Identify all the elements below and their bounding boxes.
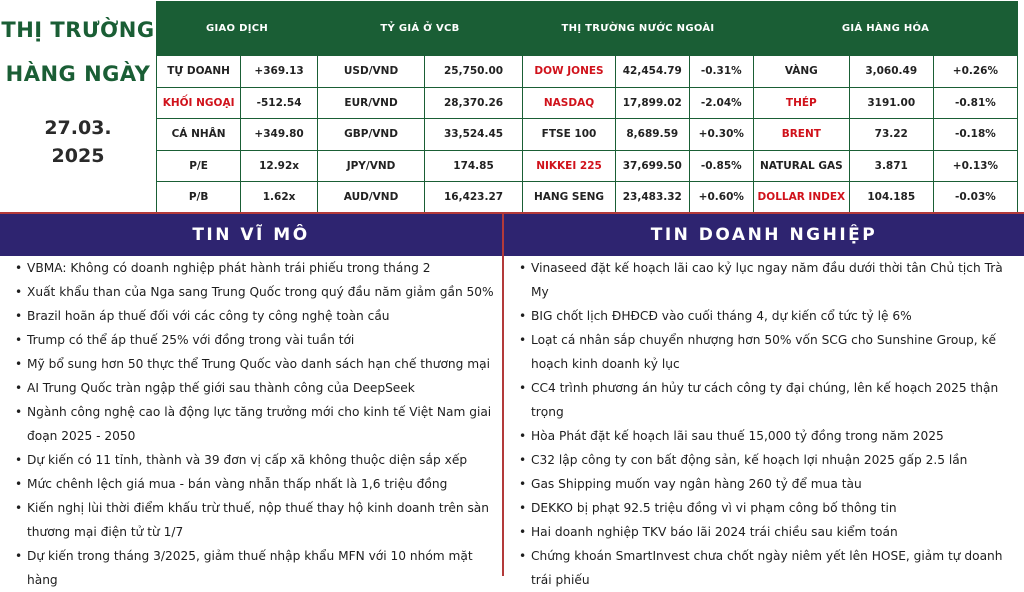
table-row: [523, 150, 753, 182]
row-value: +369.13: [240, 56, 317, 87]
row-value: 1.62x: [240, 182, 317, 213]
index-value: 17,899.02: [615, 88, 689, 119]
table-row: [318, 55, 522, 87]
commodity-price: 3191.00: [849, 88, 933, 119]
news-item: • Hai doanh nghiệp TKV báo lãi 2024 trái chiều sau kiểm toán: [516, 520, 1018, 544]
news-item: • DEKKO bị phạt 92.5 triệu đồng vì vi phạm công bố thông tin: [516, 496, 1018, 520]
commodity-change: -0.18%: [933, 119, 1017, 150]
commodity-price: 3.871: [849, 151, 933, 182]
currency-pair: JPY/VND: [346, 159, 396, 172]
table-row: [157, 55, 317, 87]
news-item: • Hòa Phát đặt kế hoạch lãi sau thuế 15,000 tỷ đồng trong năm 2025: [516, 424, 1018, 448]
panel-header: THỊ TRƯỜNG NƯỚC NGOÀI: [523, 2, 753, 55]
news-item: • Trump có thể áp thuế 25% với đồng trong vài tuần tới: [12, 328, 500, 352]
commodity-price: 104.185: [849, 182, 933, 213]
column-divider: [502, 212, 504, 576]
currency-pair: USD/VND: [343, 65, 399, 78]
index-name: FTSE 100: [541, 128, 597, 141]
index-name: HANG SENG: [533, 191, 605, 204]
currency-pair: AUD/VND: [343, 191, 399, 204]
exchange-rate: 25,750.00: [424, 56, 522, 87]
index-change: -0.31%: [689, 56, 753, 87]
panel-ty-gia: [317, 1, 523, 214]
table-row: [157, 181, 317, 213]
news-item: • VBMA: Không có doanh nghiệp phát hành trái phiếu trong tháng 2: [12, 256, 500, 280]
row-value: -512.54: [240, 88, 317, 119]
table-row: [523, 118, 753, 150]
index-value: 42,454.79: [615, 56, 689, 87]
table-row: [523, 181, 753, 213]
news-item: • Mức chênh lệch giá mua - bán vàng nhẫn thấp nhất là 1,6 triệu đồng: [12, 472, 500, 496]
table-row: [754, 181, 1017, 213]
table-row: [318, 87, 522, 119]
news-item: • Gas Shipping muốn vay ngân hàng 260 tỷ để mua tàu: [516, 472, 1018, 496]
commodity-name: THÉP: [785, 96, 817, 109]
panel-header: GIÁ HÀNG HÓA: [754, 2, 1017, 55]
news-item: • C32 lập công ty con bất động sản, kế hoạch lợi nhuận 2025 gấp 2.5 lần: [516, 448, 1018, 472]
table-row: [318, 181, 522, 213]
commodity-change: +0.26%: [933, 56, 1017, 87]
news-item: • Loạt cá nhân sắp chuyển nhượng hơn 50% vốn SCG cho Sunshine Group, kế hoạch kinh doanh kỷ lục: [516, 328, 1018, 376]
news-item: • AI Trung Quốc tràn ngập thế giới sau thành công của DeepSeek: [12, 376, 500, 400]
news-item: • Brazil hoãn áp thuế đối với các công ty công nghệ toàn cầu: [12, 304, 500, 328]
table-row: [157, 118, 317, 150]
index-value: 23,483.32: [615, 182, 689, 213]
index-name: NASDAQ: [543, 96, 595, 109]
title-block: [0, 0, 156, 212]
table-row: [523, 87, 753, 119]
table-row: [754, 55, 1017, 87]
index-change: -2.04%: [689, 88, 753, 119]
section-title: TIN DOANH NGHIỆP: [650, 225, 878, 245]
title-line1: THỊ TRƯỜNG: [1, 18, 155, 42]
commodity-price: 73.22: [849, 119, 933, 150]
index-value: 8,689.59: [615, 119, 689, 150]
news-item: • Ngành công nghệ cao là động lực tăng trưởng mới cho kinh tế Việt Nam giai đoạn 2025 - 2050: [12, 400, 500, 448]
table-row: [523, 55, 753, 87]
panel-header: TỶ GIÁ Ở VCB: [318, 2, 522, 55]
row-label: KHỐI NGOẠI: [162, 96, 235, 109]
panel-nuoc-ngoai: [522, 1, 754, 214]
news-item: • Dự kiến có 11 tỉnh, thành và 39 đơn vị cấp xã không thuộc diện sắp xếp: [12, 448, 500, 472]
exchange-rate: 16,423.27: [424, 182, 522, 213]
table-row: [754, 150, 1017, 182]
table-row: [318, 150, 522, 182]
exchange-rate: 174.85: [424, 151, 522, 182]
commodity-price: 3,060.49: [849, 56, 933, 87]
section-vi-mo-header: [0, 212, 502, 256]
section-title: TIN VĨ MÔ: [192, 225, 310, 245]
currency-pair: EUR/VND: [344, 96, 398, 109]
currency-pair: GBP/VND: [344, 128, 398, 141]
news-item: • Chứng khoán SmartInvest chưa chốt ngày niêm yết lên HOSE, giảm tự doanh trái phiếu: [516, 544, 1018, 592]
commodity-name: BRENT: [781, 128, 821, 141]
title-line2: HÀNG NGÀY: [5, 62, 151, 86]
section-doanh-nghiep-header: [504, 212, 1024, 256]
panel-header: GIAO DỊCH: [157, 2, 317, 55]
vi-mo-list: [12, 256, 500, 592]
table-row: [318, 118, 522, 150]
panel-hang-hoa: [753, 1, 1018, 214]
row-label: TỰ DOANH: [167, 65, 230, 78]
report-date: 27.03. 2025: [44, 117, 112, 167]
index-value: 37,699.50: [615, 151, 689, 182]
commodity-change: +0.13%: [933, 151, 1017, 182]
row-value: +349.80: [240, 119, 317, 150]
commodity-name: NATURAL GAS: [760, 159, 843, 172]
index-change: -0.85%: [689, 151, 753, 182]
table-row: [157, 150, 317, 182]
row-label: P/B: [188, 191, 209, 204]
commodity-change: -0.81%: [933, 88, 1017, 119]
news-item: • CC4 trình phương án hủy tư cách công ty đại chúng, lên kế hoạch 2025 thận trọng: [516, 376, 1018, 424]
commodity-name: VÀNG: [784, 65, 818, 78]
news-item: • BIG chốt lịch ĐHĐCĐ vào cuối tháng 4, dự kiến cổ tức tỷ lệ 6%: [516, 304, 1018, 328]
news-item: • Vinaseed đặt kế hoạch lãi cao kỷ lục ngay năm đầu dưới thời tân Chủ tịch Trà My: [516, 256, 1018, 304]
row-label: P/E: [189, 159, 208, 172]
table-row: [754, 87, 1017, 119]
exchange-rate: 28,370.26: [424, 88, 522, 119]
table-row: [754, 118, 1017, 150]
index-name: DOW JONES: [534, 65, 604, 78]
table-row: [157, 87, 317, 119]
index-change: +0.60%: [689, 182, 753, 213]
news-item: • Mỹ bổ sung hơn 50 thực thể Trung Quốc vào danh sách hạn chế thương mại: [12, 352, 500, 376]
news-item: • Kiến nghị lùi thời điểm khấu trừ thuế, nộp thuế thay hộ kinh doanh trên sàn thương mại điện tử từ 1/7: [12, 496, 500, 544]
commodity-change: -0.03%: [933, 182, 1017, 213]
news-item: • Xuất khẩu than của Nga sang Trung Quốc trong quý đầu năm giảm gần 50%: [12, 280, 500, 304]
row-label: CÁ NHÂN: [171, 128, 226, 141]
commodity-name: DOLLAR INDEX: [757, 191, 846, 204]
index-name: NIKKEI 225: [536, 159, 602, 172]
exchange-rate: 33,524.45: [424, 119, 522, 150]
index-change: +0.30%: [689, 119, 753, 150]
news-item: • Dự kiến trong tháng 3/2025, giảm thuế nhập khẩu MFN với 10 nhóm mặt hàng: [12, 544, 500, 592]
row-value: 12.92x: [240, 151, 317, 182]
panel-giao-dich: [156, 1, 318, 214]
doanh-nghiep-list: [516, 256, 1018, 592]
